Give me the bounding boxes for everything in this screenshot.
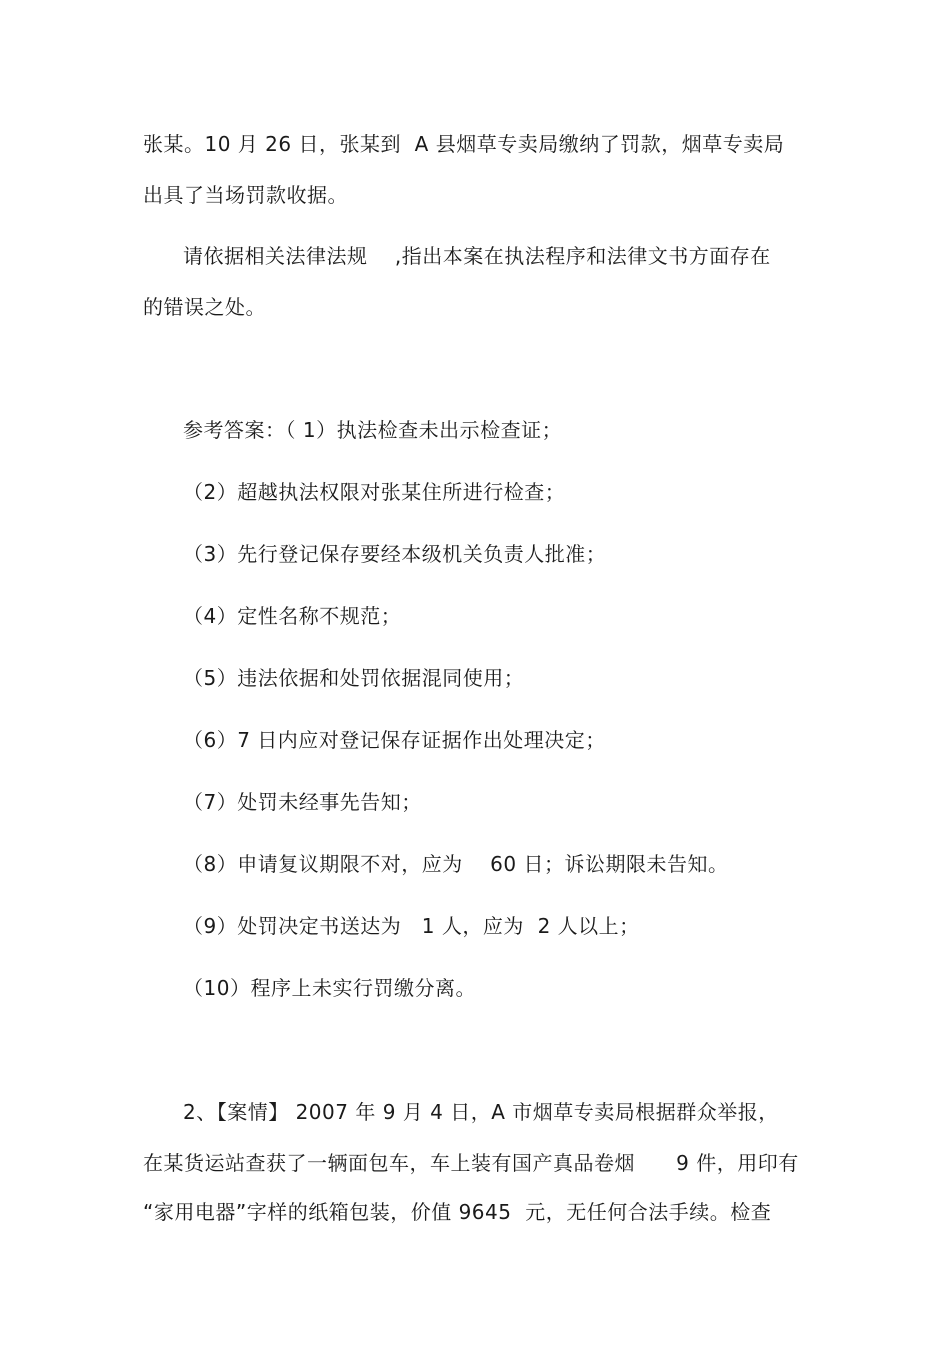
list-item: （5）违法依据和处罚依据混同使用； <box>183 666 525 690</box>
answer-heading: 参考答案：（ 1）执法检查未出示检查证； <box>183 418 563 442</box>
list-item: （3）先行登记保存要经本级机关负责人批准； <box>183 542 607 566</box>
case-heading: 2、【案情】 2007 年 9 月 4 日，A 市烟草专卖局根据群众举报， <box>183 1100 779 1124</box>
list-item: （9）处罚决定书送达为 1 人，应为 2 人以上； <box>183 914 640 938</box>
text-line: 请依据相关法律法规 ,指出本案在执法程序和法律文书方面存在 <box>183 244 771 268</box>
text-line: 在某货运站查获了一辆面包车，车上装有国产真品卷烟 9 件，用印有 <box>143 1151 799 1175</box>
list-item: （7）处罚未经事先告知； <box>183 790 422 814</box>
list-item: （8）申请复议期限不对，应为 60 日；诉讼期限未告知。 <box>183 852 729 876</box>
text-line: 出具了当场罚款收据。 <box>143 183 348 207</box>
text-line: “家用电器”字样的纸箱包装，价值 9645 元，无任何合法手续。检查 <box>143 1200 772 1224</box>
list-item: （2）超越执法权限对张某住所进行检查； <box>183 480 566 504</box>
text-line: 张某。10 月 26 日，张某到 A 县烟草专卖局缴纳了罚款，烟草专卖局 <box>143 132 785 156</box>
text-line: 的错误之处。 <box>143 295 266 319</box>
list-item: （6）7 日内应对登记保存证据作出处理决定； <box>183 728 606 752</box>
list-item: （4）定性名称不规范； <box>183 604 402 628</box>
list-item: （10）程序上未实行罚缴分离。 <box>183 976 476 1000</box>
